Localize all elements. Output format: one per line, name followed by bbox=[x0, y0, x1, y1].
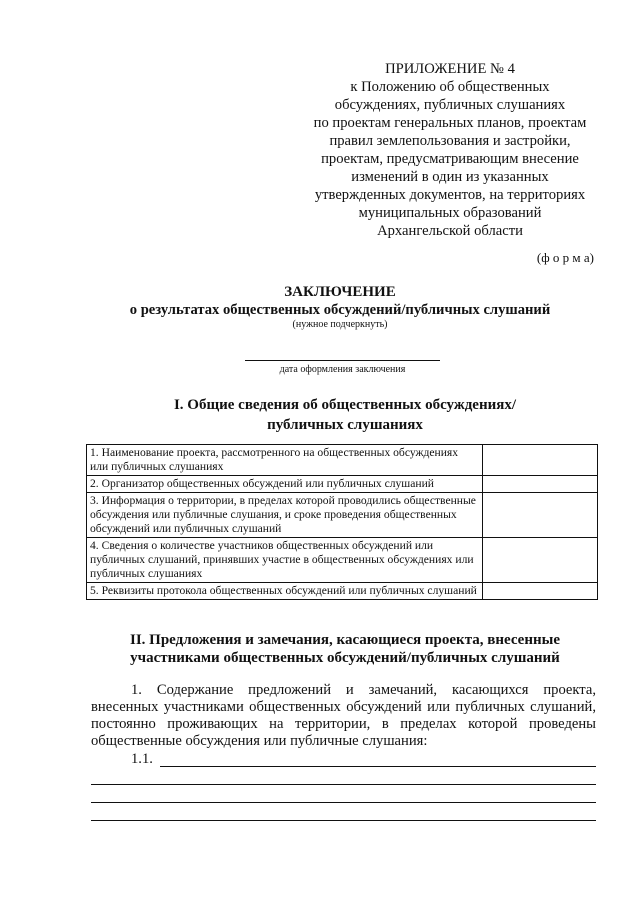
appendix-line: к Положению об общественных bbox=[350, 79, 550, 95]
table-row bbox=[87, 493, 598, 538]
table-row-value-cell[interactable] bbox=[483, 538, 598, 583]
general-info-table bbox=[86, 444, 598, 600]
table-row bbox=[87, 445, 598, 476]
table-row bbox=[87, 476, 598, 493]
table-row-value-cell[interactable] bbox=[483, 476, 598, 493]
fill-line[interactable] bbox=[91, 820, 596, 821]
appendix-line: правил землепользования и застройки, bbox=[329, 133, 571, 149]
appendix-line: обсуждениях, публичных слушаниях bbox=[334, 97, 566, 113]
section-1-heading-line: I. Общие сведения об общественных обсуждениях/ bbox=[173, 397, 517, 413]
fill-line[interactable] bbox=[91, 784, 596, 785]
appendix-line: муниципальных образований bbox=[358, 205, 542, 221]
document-title: ЗАКЛЮЧЕНИЕ bbox=[284, 284, 396, 300]
date-caption: дата оформления заключения bbox=[279, 364, 406, 375]
table-row-value-cell[interactable] bbox=[483, 583, 598, 600]
section-2-heading bbox=[95, 631, 595, 667]
table-row-label: 1. Наименование проекта, рассмотренного на общественных обсуждениях или публичных слушаниях bbox=[87, 445, 483, 476]
table-row-label: 4. Сведения о количестве участников общественных обсуждений или публичных слушаний, принявших участие в общественных обсуждениях или публичных слушаниях bbox=[87, 538, 483, 583]
item-fill-line[interactable] bbox=[160, 766, 596, 767]
section-2-heading-line: II. Предложения и замечания, касающиеся проекта, внесенные bbox=[129, 632, 560, 648]
table-row-value-cell[interactable] bbox=[483, 493, 598, 538]
date-fill-line bbox=[245, 360, 440, 361]
appendix-line: Архангельской области bbox=[377, 223, 523, 239]
appendix-line: по проектам генеральных планов, проектам bbox=[313, 115, 587, 131]
fill-line[interactable] bbox=[91, 802, 596, 803]
section-1-heading-line: публичных слушаниях bbox=[267, 417, 423, 433]
table-row-label: 3. Информация о территории, в пределах которой проводились общественные обсуждения или публичные слушания, и сроке проведения общественных обсуждений или публичных слушаний bbox=[87, 493, 483, 538]
appendix-line: ПРИЛОЖЕНИЕ № 4 bbox=[385, 61, 515, 77]
proposals-paragraph: 1. Содержание предложений и замечаний, касающихся проекта, внесенных участниками общественных обсуждений или публичных слушаний, постоянно проживающих на территории, в пределах которой проведены общественные обсуждения или публичные слушания: bbox=[91, 682, 596, 749]
table-row-label: 2. Организатор общественных обсуждений или публичных слушаний bbox=[87, 476, 483, 493]
appendix-line: изменений в один из указанных bbox=[351, 169, 549, 185]
section-1-heading bbox=[95, 395, 595, 435]
title-block bbox=[80, 283, 600, 331]
appendix-header bbox=[290, 60, 610, 240]
appendix-line: проектам, предусматривающим внесение bbox=[321, 151, 579, 167]
appendix-line: утвержденных документов, на территориях bbox=[314, 187, 586, 203]
table-row-value-cell[interactable] bbox=[483, 445, 598, 476]
form-label: (ф о р м а) bbox=[536, 250, 594, 265]
table-row bbox=[87, 583, 598, 600]
section-2-heading-line: участниками общественных обсуждений/публичных слушаний bbox=[130, 650, 560, 666]
table-row bbox=[87, 538, 598, 583]
subtitle-hint: (нужное подчеркнуть) bbox=[292, 319, 388, 330]
table-row-label: 5. Реквизиты протокола общественных обсуждений или публичных слушаний bbox=[87, 583, 483, 600]
item-label: 1.1. bbox=[131, 751, 153, 767]
document-subtitle: о результатах общественных обсуждений/публичных слушаний bbox=[129, 302, 551, 318]
